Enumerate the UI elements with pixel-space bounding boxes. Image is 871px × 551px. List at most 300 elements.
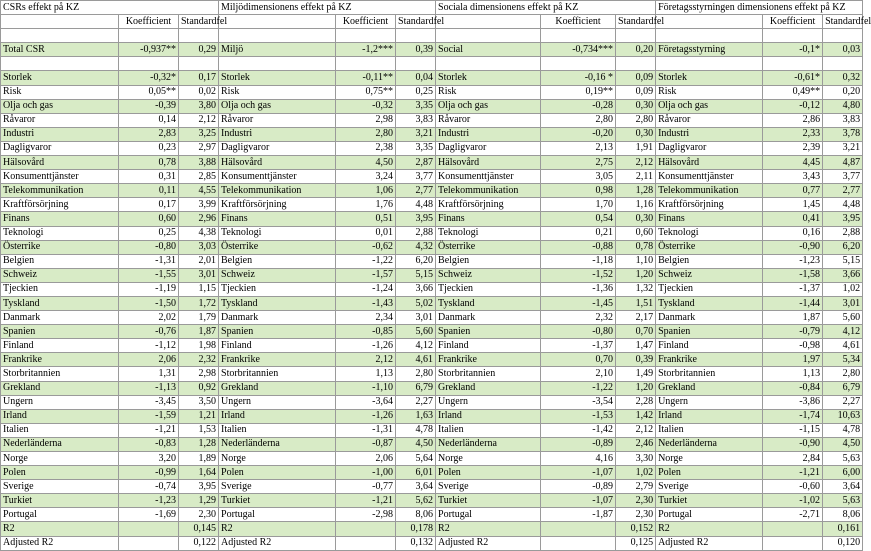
coefficient-cell: 2,06: [119, 353, 179, 367]
coefficient-cell: -0,11**: [336, 71, 396, 85]
std-error-cell: [179, 57, 219, 71]
coefficient-cell: 3,24: [336, 170, 396, 184]
variable-cell: Norge: [436, 452, 541, 466]
std-error-cell: [396, 29, 436, 43]
coefficient-cell: 2,75: [541, 156, 616, 170]
std-error-cell: 1,72: [179, 296, 219, 310]
std-error-cell: 2,27: [396, 395, 436, 409]
variable-cell: Olja och gas: [656, 99, 763, 113]
coefficient-cell: -3,54: [541, 395, 616, 409]
coefficient-cell: -1,36: [541, 282, 616, 296]
std-error-cell: 0,92: [179, 381, 219, 395]
header-csr: CSRs effekt på KZ: [1, 1, 219, 15]
table-row: [1, 71, 863, 85]
std-error-cell: 2,77: [396, 184, 436, 198]
subheader-blank: [656, 15, 763, 29]
coefficient-cell: -0,90: [763, 240, 823, 254]
table-row: [1, 536, 863, 550]
std-error-cell: 5,15: [823, 254, 863, 268]
std-error-cell: 5,34: [823, 353, 863, 367]
std-error-cell: 4,61: [823, 339, 863, 353]
coefficient-cell: [119, 57, 179, 71]
std-error-cell: 0,30: [616, 212, 656, 226]
variable-cell: Råvaror: [436, 113, 541, 127]
coefficient-cell: [119, 29, 179, 43]
std-error-cell: 1,02: [823, 282, 863, 296]
variable-cell: Dagligvaror: [219, 141, 336, 155]
coefficient-cell: -0,937**: [119, 43, 179, 57]
std-error-cell: 2,80: [396, 367, 436, 381]
std-error-cell: 5,15: [396, 268, 436, 282]
coefficient-cell: -1,12: [119, 339, 179, 353]
coefficient-cell: [763, 522, 823, 536]
std-error-cell: 1,98: [179, 339, 219, 353]
coefficient-cell: 2,33: [763, 127, 823, 141]
variable-cell: Danmark: [436, 311, 541, 325]
variable-cell: Finland: [1, 339, 119, 353]
coefficient-cell: 4,16: [541, 452, 616, 466]
std-error-cell: 6,01: [396, 466, 436, 480]
subheader-coef: Koefficient: [119, 15, 179, 29]
coefficient-cell: 1,13: [336, 367, 396, 381]
std-error-cell: 1,89: [179, 452, 219, 466]
table-row: [1, 296, 863, 310]
variable-cell: Grekland: [656, 381, 763, 395]
variable-cell: Hälsovård: [436, 156, 541, 170]
coefficient-cell: 0,16: [763, 226, 823, 240]
coefficient-cell: -1,2***: [336, 43, 396, 57]
variable-cell: [656, 29, 763, 43]
table-row: [1, 268, 863, 282]
variable-cell: Hälsovård: [1, 156, 119, 170]
variable-cell: Hälsovård: [219, 156, 336, 170]
std-error-cell: 1,28: [616, 184, 656, 198]
variable-cell: Finland: [436, 339, 541, 353]
variable-cell: Ungern: [436, 395, 541, 409]
std-error-cell: 0,120: [823, 536, 863, 550]
variable-cell: Teknologi: [656, 226, 763, 240]
table-row: [1, 494, 863, 508]
std-error-cell: 1,64: [179, 466, 219, 480]
std-error-cell: 4,48: [396, 198, 436, 212]
std-error-cell: 0,04: [396, 71, 436, 85]
variable-cell: Grekland: [436, 381, 541, 395]
coefficient-cell: -0,89: [541, 480, 616, 494]
table-row: [1, 522, 863, 536]
coefficient-cell: [541, 522, 616, 536]
variable-cell: Industri: [1, 127, 119, 141]
std-error-cell: 2,46: [616, 437, 656, 451]
coefficient-cell: -1,59: [119, 409, 179, 423]
std-error-cell: 2,12: [616, 156, 656, 170]
std-error-cell: 3,01: [179, 268, 219, 282]
variable-cell: Miljö: [219, 43, 336, 57]
table-row: [1, 367, 863, 381]
variable-cell: Kraftförsörjning: [219, 198, 336, 212]
variable-cell: Tjeckien: [656, 282, 763, 296]
variable-cell: Storlek: [1, 71, 119, 85]
coefficient-cell: 0,31: [119, 170, 179, 184]
subheader-coef: Koefficient: [541, 15, 616, 29]
subheader-row: [1, 15, 863, 29]
variable-cell: Irland: [436, 409, 541, 423]
std-error-cell: [823, 57, 863, 71]
table-row: [1, 437, 863, 451]
coefficient-cell: [119, 522, 179, 536]
coefficient-cell: -0,99: [119, 466, 179, 480]
coefficient-cell: 1,31: [119, 367, 179, 381]
std-error-cell: 2,77: [823, 184, 863, 198]
coefficient-cell: 0,05**: [119, 85, 179, 99]
variable-cell: Danmark: [219, 311, 336, 325]
variable-cell: Storlek: [436, 71, 541, 85]
std-error-cell: 8,06: [823, 508, 863, 522]
coefficient-cell: -1,52: [541, 268, 616, 282]
variable-cell: Turkiet: [436, 494, 541, 508]
std-error-cell: 3,78: [823, 127, 863, 141]
variable-cell: Österrike: [219, 240, 336, 254]
subheader-blank: [219, 15, 336, 29]
coefficient-cell: -0,20: [541, 127, 616, 141]
table-row: [1, 254, 863, 268]
table-row: [1, 85, 863, 99]
std-error-cell: 0,70: [616, 325, 656, 339]
table-row: [1, 212, 863, 226]
std-error-cell: 2,11: [616, 170, 656, 184]
coefficient-cell: [336, 57, 396, 71]
table-row: [1, 184, 863, 198]
variable-cell: Schweiz: [1, 268, 119, 282]
coefficient-cell: 2,80: [336, 127, 396, 141]
variable-cell: R2: [1, 522, 119, 536]
coefficient-cell: -0,84: [763, 381, 823, 395]
coefficient-cell: -0,734***: [541, 43, 616, 57]
std-error-cell: 1,20: [616, 381, 656, 395]
coefficient-cell: 0,60: [119, 212, 179, 226]
coefficient-cell: 0,75**: [336, 85, 396, 99]
variable-cell: Telekommunikation: [219, 184, 336, 198]
variable-cell: Telekommunikation: [656, 184, 763, 198]
std-error-cell: 6,79: [396, 381, 436, 395]
variable-cell: Portugal: [219, 508, 336, 522]
table-row: [1, 29, 863, 43]
variable-cell: Ungern: [219, 395, 336, 409]
coefficient-cell: [336, 522, 396, 536]
coefficient-cell: 0,98: [541, 184, 616, 198]
std-error-cell: 0,125: [616, 536, 656, 550]
coefficient-cell: 2,83: [119, 127, 179, 141]
variable-cell: Sverige: [1, 480, 119, 494]
variable-cell: Danmark: [1, 311, 119, 325]
coefficient-cell: 1,76: [336, 198, 396, 212]
table-row: [1, 466, 863, 480]
coefficient-cell: -2,98: [336, 508, 396, 522]
variable-cell: Adjusted R2: [1, 536, 119, 550]
coefficient-cell: -3,45: [119, 395, 179, 409]
variable-cell: Storbritannien: [436, 367, 541, 381]
coefficient-cell: -1,87: [541, 508, 616, 522]
variable-cell: Sverige: [656, 480, 763, 494]
variable-cell: Polen: [219, 466, 336, 480]
std-error-cell: 0,152: [616, 522, 656, 536]
std-error-cell: 2,98: [179, 367, 219, 381]
coefficient-cell: -0,39: [119, 99, 179, 113]
subheader-blank: [1, 15, 119, 29]
variable-cell: Italien: [436, 423, 541, 437]
std-error-cell: 3,77: [396, 170, 436, 184]
coefficient-cell: -1,19: [119, 282, 179, 296]
coefficient-cell: -1,22: [336, 254, 396, 268]
variable-cell: [436, 29, 541, 43]
std-error-cell: 3,66: [823, 268, 863, 282]
std-error-cell: 5,62: [396, 494, 436, 508]
std-error-cell: 2,32: [179, 353, 219, 367]
table-row: [1, 43, 863, 57]
coefficient-cell: -0,79: [763, 325, 823, 339]
coefficient-cell: -1,50: [119, 296, 179, 310]
variable-cell: Industri: [219, 127, 336, 141]
table-row: [1, 423, 863, 437]
coefficient-cell: -0,60: [763, 480, 823, 494]
std-error-cell: 5,64: [396, 452, 436, 466]
coefficient-cell: -1,10: [336, 381, 396, 395]
variable-cell: Tjeckien: [1, 282, 119, 296]
std-error-cell: 5,60: [823, 311, 863, 325]
coefficient-cell: 0,19**: [541, 85, 616, 99]
coefficient-cell: 0,51: [336, 212, 396, 226]
coefficient-cell: 2,84: [763, 452, 823, 466]
coefficient-cell: -0,62: [336, 240, 396, 254]
std-error-cell: 4,38: [179, 226, 219, 240]
std-error-cell: 1,87: [179, 325, 219, 339]
coefficient-cell: 0,11: [119, 184, 179, 198]
coefficient-cell: -1,21: [336, 494, 396, 508]
std-error-cell: 6,00: [823, 466, 863, 480]
std-error-cell: 0,20: [616, 43, 656, 57]
std-error-cell: 0,29: [179, 43, 219, 57]
std-error-cell: 2,30: [616, 494, 656, 508]
std-error-cell: 1,49: [616, 367, 656, 381]
std-error-cell: 0,161: [823, 522, 863, 536]
variable-cell: Tyskland: [219, 296, 336, 310]
coefficient-cell: -1,07: [541, 494, 616, 508]
std-error-cell: 3,01: [823, 296, 863, 310]
coefficient-cell: -0,16 *: [541, 71, 616, 85]
coefficient-cell: -1,44: [763, 296, 823, 310]
coefficient-cell: 0,14: [119, 113, 179, 127]
variable-cell: Storbritannien: [1, 367, 119, 381]
variable-cell: Spanien: [1, 325, 119, 339]
variable-cell: Råvaror: [656, 113, 763, 127]
variable-cell: Industri: [656, 127, 763, 141]
variable-cell: Frankrike: [1, 353, 119, 367]
table-row: [1, 240, 863, 254]
coefficient-cell: -1,02: [763, 494, 823, 508]
variable-cell: Adjusted R2: [656, 536, 763, 550]
coefficient-cell: -1,21: [119, 423, 179, 437]
variable-cell: [656, 57, 763, 71]
table-row: [1, 99, 863, 113]
coefficient-cell: -1,23: [763, 254, 823, 268]
table-row: [1, 508, 863, 522]
std-error-cell: 0,145: [179, 522, 219, 536]
variable-cell: Österrike: [436, 240, 541, 254]
variable-cell: Frankrike: [219, 353, 336, 367]
std-error-cell: 0,02: [179, 85, 219, 99]
variable-cell: Olja och gas: [219, 99, 336, 113]
variable-cell: Konsumenttjänster: [436, 170, 541, 184]
variable-cell: Finland: [656, 339, 763, 353]
std-error-cell: 3,83: [396, 113, 436, 127]
variable-cell: Hälsovård: [656, 156, 763, 170]
subheader-coef: Koefficient: [336, 15, 396, 29]
variable-cell: Finans: [436, 212, 541, 226]
coefficient-cell: 4,50: [336, 156, 396, 170]
coefficient-cell: 3,20: [119, 452, 179, 466]
coefficient-cell: 2,98: [336, 113, 396, 127]
variable-cell: Österrike: [1, 240, 119, 254]
table-row: [1, 353, 863, 367]
coefficient-cell: -0,61*: [763, 71, 823, 85]
coefficient-cell: 2,06: [336, 452, 396, 466]
variable-cell: [219, 57, 336, 71]
variable-cell: Turkiet: [1, 494, 119, 508]
variable-cell: Industri: [436, 127, 541, 141]
variable-cell: Olja och gas: [1, 99, 119, 113]
coefficient-cell: -0,74: [119, 480, 179, 494]
std-error-cell: 0,20: [823, 85, 863, 99]
std-error-cell: 0,09: [616, 71, 656, 85]
std-error-cell: 8,06: [396, 508, 436, 522]
std-error-cell: 3,88: [179, 156, 219, 170]
std-error-cell: 1,28: [179, 437, 219, 451]
coefficient-cell: -1,37: [541, 339, 616, 353]
variable-cell: Tyskland: [436, 296, 541, 310]
std-error-cell: 1,02: [616, 466, 656, 480]
std-error-cell: 4,12: [823, 325, 863, 339]
std-error-cell: 4,61: [396, 353, 436, 367]
table-row: [1, 395, 863, 409]
coefficient-cell: 1,87: [763, 311, 823, 325]
variable-cell: Konsumenttjänster: [656, 170, 763, 184]
variable-cell: Risk: [436, 85, 541, 99]
std-error-cell: 0,30: [616, 99, 656, 113]
coefficient-cell: [336, 29, 396, 43]
std-error-cell: 0,09: [616, 85, 656, 99]
variable-cell: Teknologi: [1, 226, 119, 240]
coefficient-cell: 2,38: [336, 141, 396, 155]
variable-cell: Dagligvaror: [436, 141, 541, 155]
variable-cell: R2: [656, 522, 763, 536]
coefficient-cell: 1,06: [336, 184, 396, 198]
std-error-cell: [823, 29, 863, 43]
std-error-cell: 2,30: [616, 508, 656, 522]
std-error-cell: 0,60: [616, 226, 656, 240]
variable-cell: Kraftförsörjning: [1, 198, 119, 212]
variable-cell: Italien: [656, 423, 763, 437]
coefficient-cell: 2,80: [541, 113, 616, 127]
coefficient-cell: 4,45: [763, 156, 823, 170]
variable-cell: Storlek: [219, 71, 336, 85]
coefficient-cell: -0,90: [763, 437, 823, 451]
std-error-cell: 2,80: [823, 367, 863, 381]
coefficient-cell: -0,88: [541, 240, 616, 254]
std-error-cell: 2,87: [396, 156, 436, 170]
std-error-cell: 0,32: [823, 71, 863, 85]
variable-cell: Finans: [1, 212, 119, 226]
std-error-cell: 1,15: [179, 282, 219, 296]
coefficient-cell: 0,70: [541, 353, 616, 367]
subheader-blank: [436, 15, 541, 29]
coefficient-cell: -1,21: [763, 466, 823, 480]
std-error-cell: 1,10: [616, 254, 656, 268]
coefficient-cell: 0,25: [119, 226, 179, 240]
std-error-cell: 2,12: [616, 423, 656, 437]
coefficient-cell: 2,13: [541, 141, 616, 155]
variable-cell: Dagligvaror: [656, 141, 763, 155]
table-row: [1, 381, 863, 395]
coefficient-cell: 2,86: [763, 113, 823, 127]
std-error-cell: 0,30: [616, 127, 656, 141]
std-error-cell: 3,50: [179, 395, 219, 409]
coefficient-cell: 3,05: [541, 170, 616, 184]
variable-cell: Tjeckien: [219, 282, 336, 296]
variable-cell: Teknologi: [219, 226, 336, 240]
variable-cell: Polen: [656, 466, 763, 480]
table-row: [1, 170, 863, 184]
variable-cell: Frankrike: [656, 353, 763, 367]
coefficient-cell: 1,97: [763, 353, 823, 367]
header-social: Sociala dimensionens effekt på KZ: [436, 1, 656, 15]
variable-cell: Kraftförsörjning: [436, 198, 541, 212]
std-error-cell: 6,20: [396, 254, 436, 268]
table-body: [1, 1, 871, 551]
std-error-cell: 3,64: [396, 480, 436, 494]
std-error-cell: 3,35: [396, 141, 436, 155]
variable-cell: Adjusted R2: [219, 536, 336, 550]
std-error-cell: 2,80: [616, 113, 656, 127]
variable-cell: Danmark: [656, 311, 763, 325]
variable-cell: Nederländerna: [656, 437, 763, 451]
std-error-cell: 3,95: [823, 212, 863, 226]
header-environment: Miljödimensionens effekt på KZ: [219, 1, 436, 15]
coefficient-cell: [763, 57, 823, 71]
coefficient-cell: 0,49**: [763, 85, 823, 99]
coefficient-cell: 0,23: [119, 141, 179, 155]
variable-cell: Storbritannien: [219, 367, 336, 381]
std-error-cell: 3,03: [179, 240, 219, 254]
coefficient-cell: [541, 536, 616, 550]
coefficient-cell: [763, 536, 823, 550]
variable-cell: R2: [219, 522, 336, 536]
std-error-cell: 3,83: [823, 113, 863, 127]
std-error-cell: 4,78: [823, 423, 863, 437]
variable-cell: Polen: [436, 466, 541, 480]
std-error-cell: 5,63: [823, 452, 863, 466]
variable-cell: Portugal: [436, 508, 541, 522]
coefficient-cell: [336, 536, 396, 550]
coefficient-cell: -3,86: [763, 395, 823, 409]
variable-cell: Italien: [1, 423, 119, 437]
variable-cell: Spanien: [436, 325, 541, 339]
std-error-cell: 4,50: [396, 437, 436, 451]
coefficient-cell: -1,57: [336, 268, 396, 282]
std-error-cell: 3,95: [396, 212, 436, 226]
std-error-cell: 1,79: [179, 311, 219, 325]
variable-cell: Belgien: [1, 254, 119, 268]
table-row: [1, 127, 863, 141]
variable-cell: Nederländerna: [219, 437, 336, 451]
